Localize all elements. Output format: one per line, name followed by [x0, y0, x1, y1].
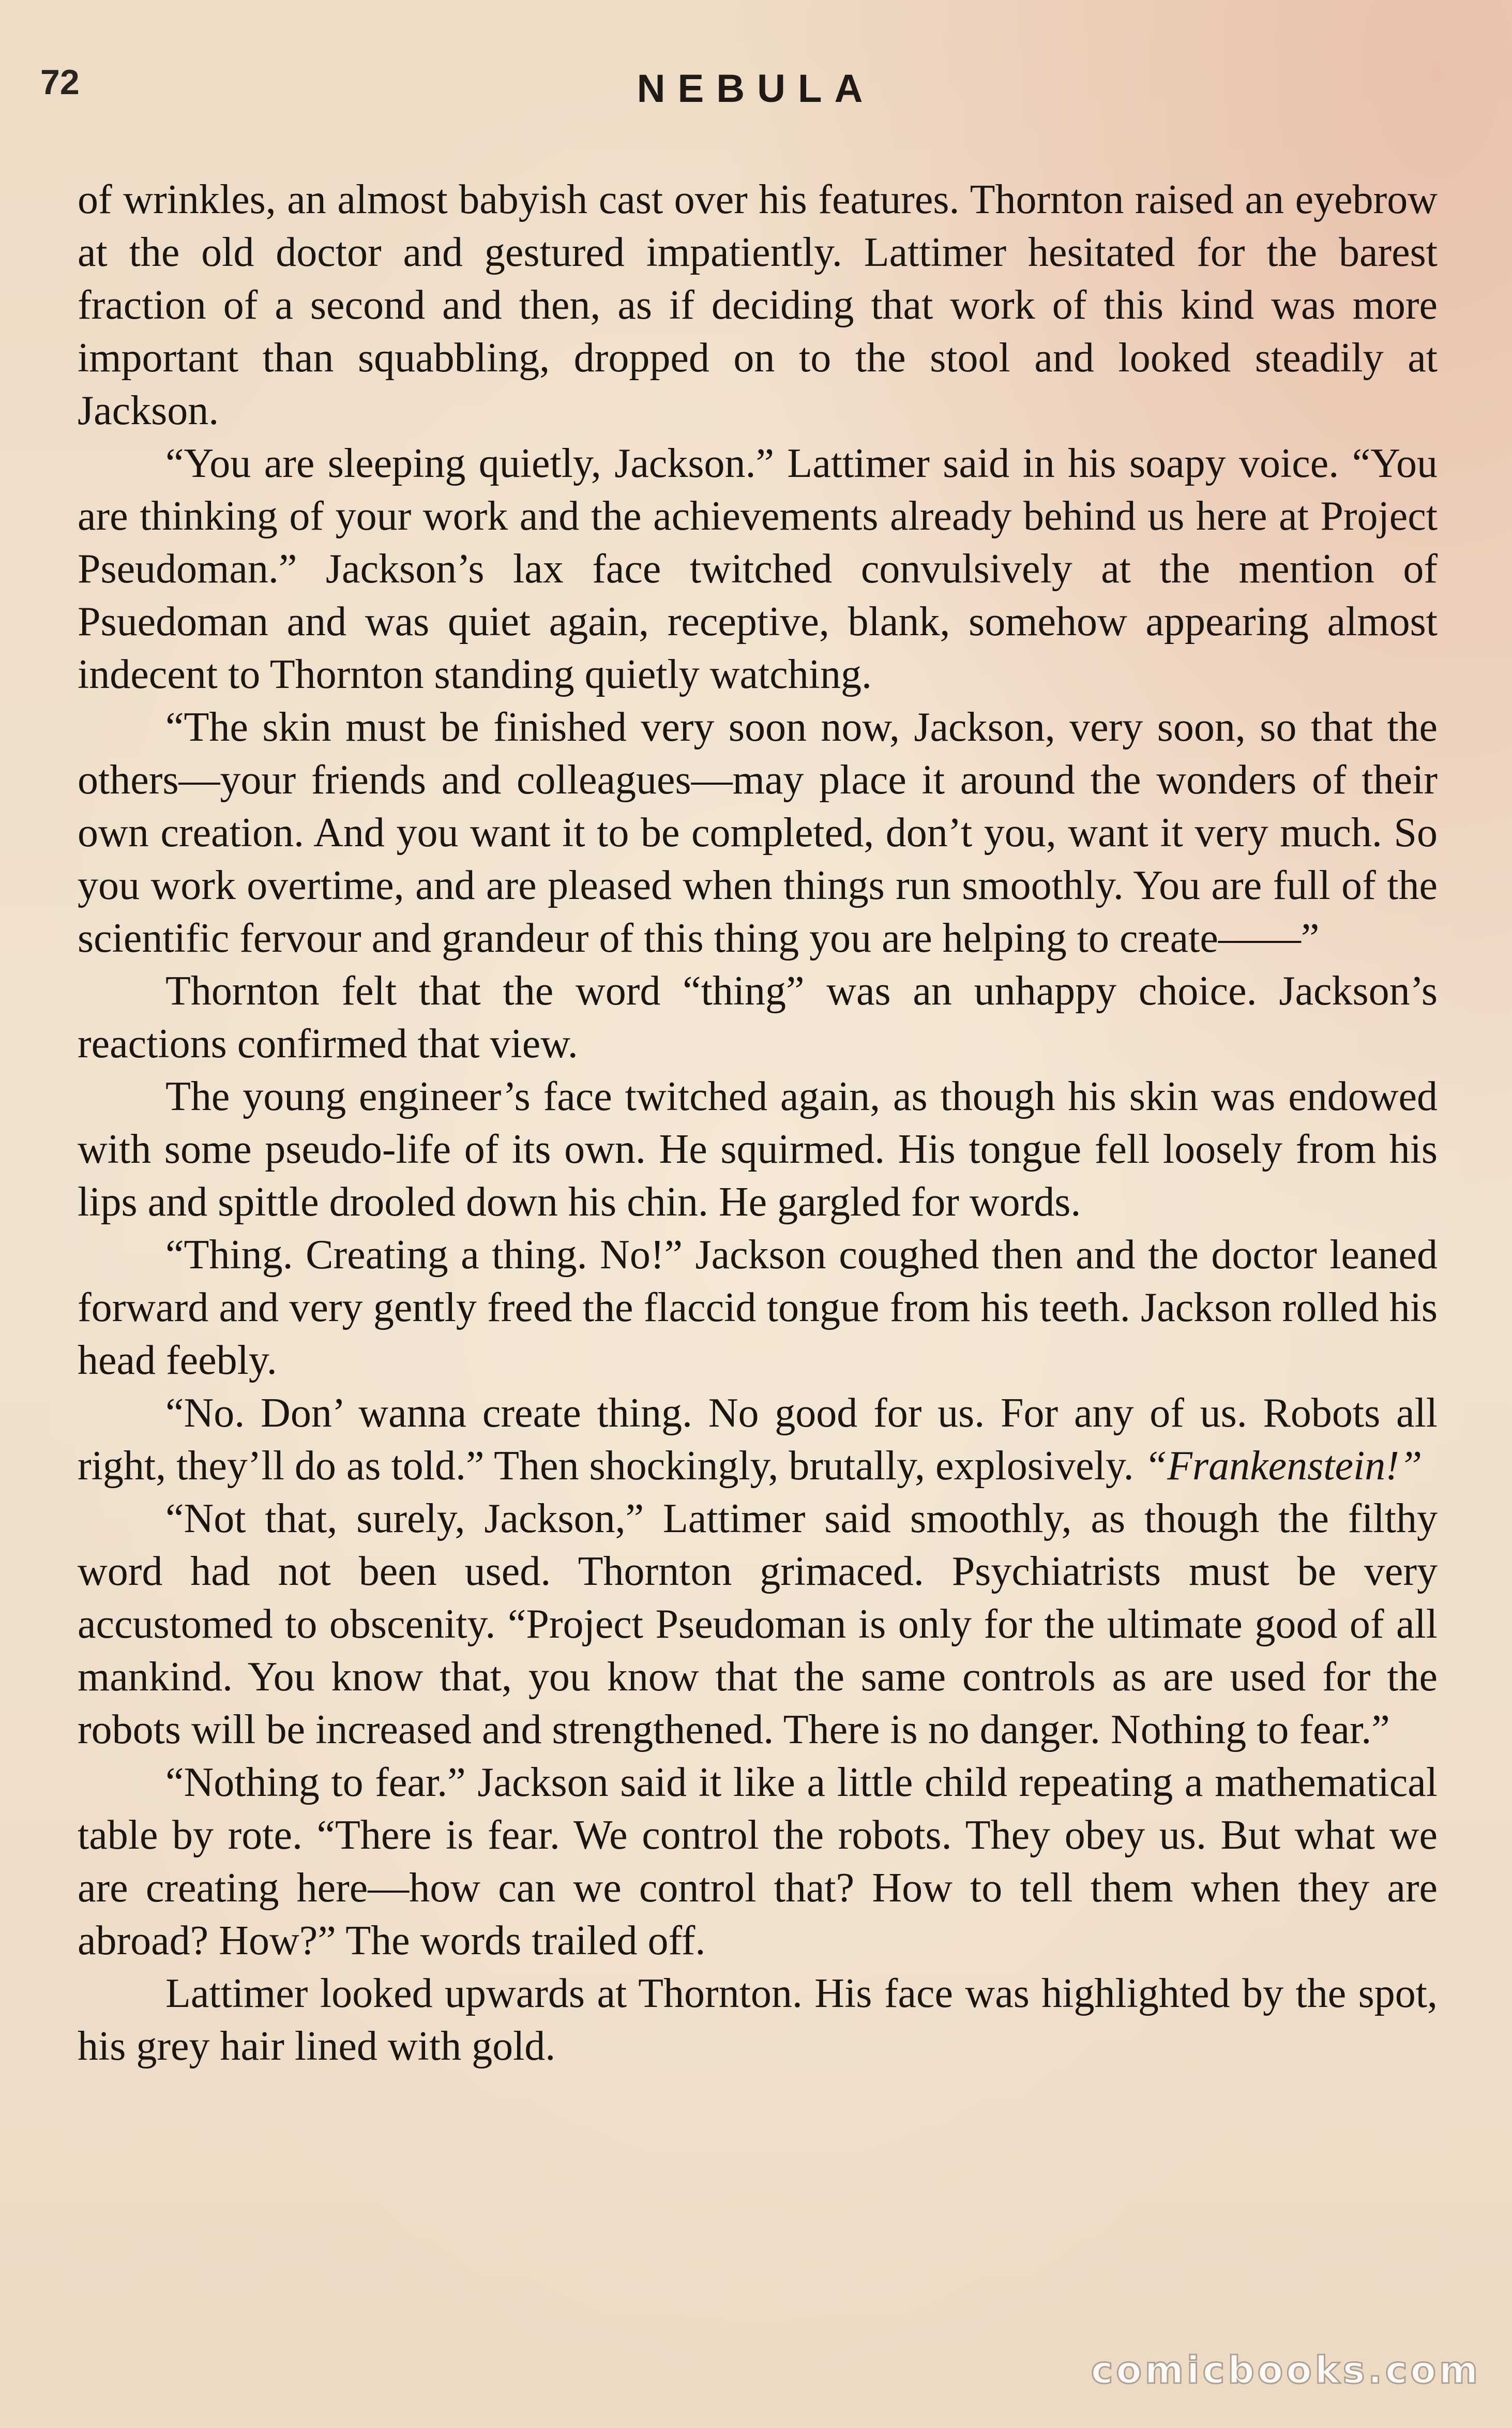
paragraph: “Not that, surely, Jackson,” Lattimer said smoothly, as though the filthy word had not been used. Thornton grimaced. Psychiatrists must be very accustomed to obscenity. “Project Pseudoman is only for the ultimate good of all mankind. You know that, you know that the same controls as are used for the robots will be increased and strengthened. There is no danger. Nothing to fear.” — [78, 1496, 1438, 1752]
paragraph — [78, 1387, 1438, 1492]
paragraph-text: “No. Don’ wanna create thing. No good for us. For any of us. Robots all right, they’ll do as told.” Then shockingly, brutally, explosively. — [78, 1390, 1438, 1489]
paragraph: “Nothing to fear.” Jackson said it like a little child repeating a mathematical table by rote. “There is fear. We control the robots. They obey us. But what we are creating here—how can we control that? How to tell them when they are abroad? How?” The words trailed off. — [78, 1760, 1438, 1964]
paragraph: “The skin must be finished very soon now, Jackson, very soon, so that the others—your friends and colleagues—may place it around the wonders of their own creation. And you want it to be completed, don’t you, want it very much. So you work overtime, and are pleased when things run smoothly. You are full of the scientific fervour and grandeur of this thing you are helping to create——” — [78, 705, 1438, 961]
paragraph: “Thing. Creating a thing. No!” Jackson coughed then and the doctor leaned forward and very gently freed the flaccid tongue from his teeth. Jackson rolled his head feebly. — [78, 1232, 1438, 1383]
paragraph: Lattimer looked upwards at Thornton. His face was highlighted by the spot, his grey hair lined with gold. — [78, 1971, 1438, 2069]
paragraph: The young engineer’s face twitched again, as though his skin was endowed with some pseudo-life of its own. He squirmed. His tongue fell loosely from his lips and spittle drooled down his chin. He gargled for words. — [78, 1074, 1438, 1225]
paragraph: Thornton felt that the word “thing” was an unhappy choice. Jackson’s reactions confirmed that view. — [78, 968, 1438, 1067]
page-number: 72 — [40, 63, 80, 102]
story-body — [78, 173, 1438, 2073]
watermark: comicbooks.com — [1091, 2348, 1481, 2392]
running-title: NEBULA — [637, 67, 875, 111]
paragraph: “You are sleeping quietly, Jackson.” Lattimer said in his soapy voice. “You are thinking of your work and the achievements already behind us here at Project Pseudoman.” Jackson’s lax face twitched convulsively at the mention of Psuedoman and was quiet again, receptive, blank, somehow appearing almost indecent to Thornton standing quietly watching. — [78, 441, 1438, 697]
italic-exclamation: “Frankenstein!” — [1144, 1443, 1423, 1489]
paragraph: of wrinkles, an almost babyish cast over his features. Thornton raised an eyebrow at the old doctor and gestured impatiently. Lattimer hesitated for the barest fraction of a second and then, as if deciding that work of this kind was more important than squabbling, dropped on to the stool and looked steadily at Jackson. — [78, 177, 1438, 433]
